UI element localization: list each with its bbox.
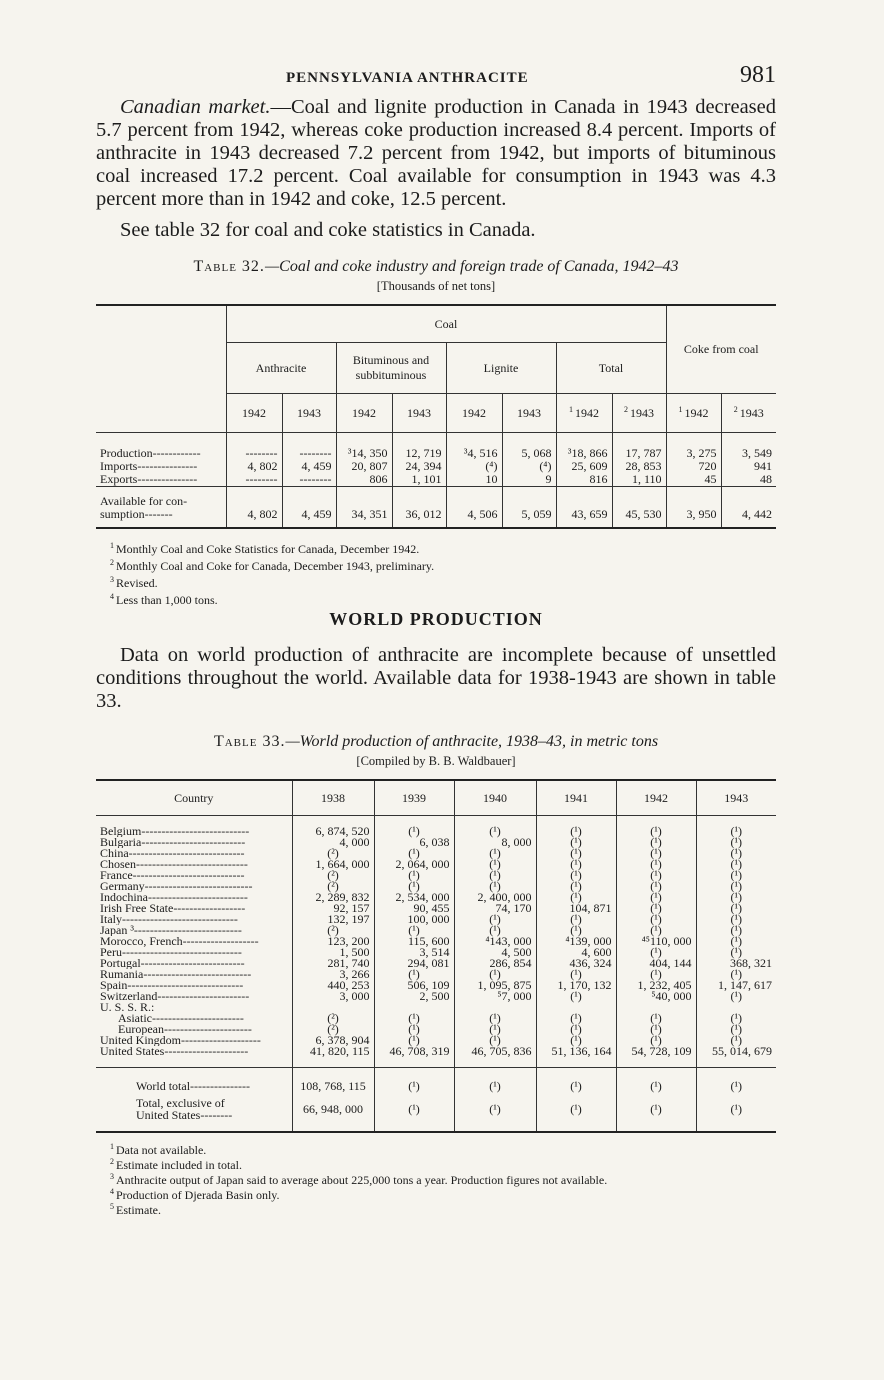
table32-year-header: 1943	[392, 394, 446, 433]
table33-cell: (¹)	[696, 903, 776, 914]
table33-cell: (¹)	[616, 837, 696, 848]
table33-row-label: U. S. S. R.:	[100, 1002, 155, 1013]
table33-cell: (¹)	[536, 859, 616, 870]
table33-cell: (¹)	[454, 870, 536, 881]
table33-cell: (²)	[292, 848, 374, 859]
table33-cell: 46, 705, 836	[454, 1046, 536, 1068]
table33-column-header: 1939	[374, 780, 454, 816]
table33-cell: (¹)	[536, 848, 616, 859]
table32-cell: (⁴)	[502, 460, 556, 473]
page-number: 981	[740, 62, 776, 88]
table33-cell: (¹)	[374, 1024, 454, 1035]
table32-cell: 4, 459	[282, 487, 336, 529]
table32-sub-lignite: Lignite	[446, 343, 556, 394]
table33-cell: (¹)	[536, 1035, 616, 1046]
table33-cell: (¹)	[616, 1068, 696, 1094]
table33-cell: 2, 400, 000	[454, 892, 536, 903]
table33-cell: (¹)	[454, 1013, 536, 1024]
table33-cell: 440, 253	[292, 980, 374, 991]
table33-cell: (¹)	[696, 1093, 776, 1132]
table33-cell: (¹)	[374, 925, 454, 936]
table32-cell: 1, 101	[392, 473, 446, 487]
table33-cell: 2, 534, 000	[374, 892, 454, 903]
table33-cell: 2, 064, 000	[374, 859, 454, 870]
table33-row-label: Peru------------------------------	[100, 947, 242, 958]
table33-cell: 2, 289, 832	[292, 892, 374, 903]
table33-cell: (¹)	[616, 881, 696, 892]
table33	[96, 779, 776, 1133]
table33-row-label: Japan ³---------------------------	[100, 925, 242, 936]
table33-cell: (¹)	[696, 892, 776, 903]
table33-cell: (¹)	[454, 1035, 536, 1046]
table33-cell: 1, 232, 405	[616, 980, 696, 991]
table32-footnote: $^4$ Less than 1,000 tons.	[110, 592, 218, 607]
table33-cell: (¹)	[616, 925, 696, 936]
table33-total-exclusive-label	[96, 1093, 292, 1132]
table33-cell: (¹)	[696, 1013, 776, 1024]
table33-caption	[96, 733, 776, 751]
table32-year-header: $^2$ 1943	[721, 394, 776, 433]
table32-cell: 4, 802	[226, 487, 282, 529]
table33-cell: 281, 740	[292, 958, 374, 969]
table33-cell: (¹)	[454, 881, 536, 892]
table33-row-label: Switzerland-----------------------	[100, 991, 250, 1002]
table33-cell: (¹)	[696, 816, 776, 838]
paragraph-text: —Coal and lignite production in Canada in 1943 decreased 5.7 percent from 1942, whereas coke production increased 8.4 percent. Imports of anthracite in 1943 decreased 7.2 percent from 1942, but imports of bituminous coal increased 17.2 percent. Coal available for consumption in 1943 was 4.3 percent more than in 1942 and coke, 12.5 percent.	[96, 96, 776, 210]
table33-row-label: Rumania---------------------------	[100, 969, 252, 980]
table33-column-header: 1940	[454, 780, 536, 816]
table33-row	[96, 991, 776, 1002]
table33-cell: (¹)	[696, 1068, 776, 1094]
table32-year-header: $^2$ 1943	[612, 394, 666, 433]
table33-cell: (¹)	[454, 1093, 536, 1132]
table32-cell: 12, 719	[392, 447, 446, 460]
table33-cell: 54, 728, 109	[616, 1046, 696, 1068]
table33-cell: (¹)	[696, 870, 776, 881]
table33-row-label: European----------------------	[118, 1024, 252, 1035]
table32-year-header: $^1$ 1942	[666, 394, 721, 433]
table33-row-label: Indochina-------------------------	[100, 892, 248, 903]
table32-cell: 10	[446, 473, 502, 487]
paragraph-table-ref: See table 32 for coal and coke statistics in Canada.	[120, 219, 536, 241]
table33-cell: (¹)	[616, 1024, 696, 1035]
table32-cell: ³14, 350	[336, 447, 392, 460]
table33-cell: (¹)	[696, 859, 776, 870]
table33-row	[96, 1046, 776, 1068]
table33-subtitle: [Compiled by B. B. Waldbauer]	[356, 754, 516, 768]
table33-cell: (¹)	[454, 925, 536, 936]
table32-cell: 4, 442	[721, 487, 776, 529]
table33-cell: (¹)	[696, 914, 776, 925]
table33-header-row	[96, 780, 776, 816]
table32-row-label: Exports---------------	[100, 472, 198, 486]
table33-row-label: United States---------------------	[100, 1046, 249, 1058]
table32-cell: 43, 659	[556, 487, 612, 529]
table33-cell: (¹)	[616, 903, 696, 914]
table33-row	[96, 1002, 776, 1013]
table33-cell: (¹)	[616, 1013, 696, 1024]
table33-cell: 1, 500	[292, 947, 374, 958]
table33-row-label: Spain-----------------------------	[100, 980, 244, 991]
table33-cell: (¹)	[696, 848, 776, 859]
table33-cell: (¹)	[536, 1068, 616, 1094]
table33-cell: (¹)	[374, 870, 454, 881]
table32-group-coal: Coal	[226, 305, 666, 343]
table33-cell: (¹)	[454, 1024, 536, 1035]
table33-cell: 8, 000	[454, 837, 536, 848]
table33-cell: (¹)	[616, 870, 696, 881]
table33-row-label: Portugal--------------------------	[100, 958, 245, 969]
paragraph-canadian-market	[96, 96, 776, 211]
table33-column-header: 1942	[616, 780, 696, 816]
table32-year-header: 1942	[336, 394, 392, 433]
table32-cell: 4, 506	[446, 487, 502, 529]
table33-cell: (¹)	[696, 969, 776, 980]
table33-cell: (¹)	[536, 892, 616, 903]
table33-column-header: 1943	[696, 780, 776, 816]
table33-cell: ⁴143, 000	[454, 936, 536, 947]
table33-footnotes	[110, 1141, 776, 1216]
table32-cell: 24, 394	[392, 460, 446, 473]
table32-cell: 816	[556, 473, 612, 487]
table33-cell: 436, 324	[536, 958, 616, 969]
table33-cell: 368, 321	[696, 958, 776, 969]
table33-cell: 3, 514	[374, 947, 454, 958]
table33-cell: (¹)	[696, 991, 776, 1002]
paragraph-lead: Canadian market.	[120, 96, 271, 118]
table33-title: —World production of anthracite, 1938–43, in metric tons	[285, 733, 659, 750]
table32-footnote: $^3$ Revised.	[110, 575, 158, 590]
table33-cell: (¹)	[454, 816, 536, 838]
table33-cell: (¹)	[536, 870, 616, 881]
table33-cell: 115, 600	[374, 936, 454, 947]
table33-cell: 104, 871	[536, 903, 616, 914]
paragraph-world-production: Data on world production of anthracite are incomplete because of unsettled conditions throughout the world. Available data for 1938-1943 are shown in table 33.	[96, 644, 776, 712]
table33-cell: (²)	[292, 1024, 374, 1035]
table33-cell: (¹)	[374, 1093, 454, 1132]
table32-available-label: Available for con- sumption-------	[96, 487, 226, 529]
table33-footnote: $^4$ Production of Djerada Basin only.	[110, 1187, 280, 1202]
table33-column-header: 1938	[292, 780, 374, 816]
table32-cell: 20, 807	[336, 460, 392, 473]
table33-cell: (¹)	[616, 859, 696, 870]
table33-total-label: World total---------------	[96, 1068, 292, 1094]
table32-cell: 28, 853	[612, 460, 666, 473]
table32-cell: ³4, 516	[446, 447, 502, 460]
table32-header-row-1	[96, 305, 776, 343]
table33-row	[96, 859, 776, 870]
table32-footnote: $^2$ Monthly Coal and Coke for Canada, December 1943, preliminary.	[110, 558, 435, 573]
table33-cell: (¹)	[454, 1068, 536, 1094]
table33-cell: (¹)	[454, 848, 536, 859]
table33-cell: 1, 095, 875	[454, 980, 536, 991]
table33-cell: (¹)	[696, 1024, 776, 1035]
table33-cell: 1, 147, 617	[696, 980, 776, 991]
table32-footnote: $^1$ Monthly Coal and Coke Statistics for Canada, December 1942.	[110, 541, 420, 556]
table32-subtitle: [Thousands of net tons]	[376, 279, 496, 293]
table32-cell: 45, 530	[612, 487, 666, 529]
table33-cell: 6, 378, 904	[292, 1035, 374, 1046]
table32-cell: 17, 787	[612, 447, 666, 460]
table33-cell: (¹)	[536, 991, 616, 1002]
table33-cell: 506, 109	[374, 980, 454, 991]
table32-cell: 36, 012	[392, 487, 446, 529]
table33-cell: (¹)	[536, 816, 616, 838]
table33-row-label: Irish Free State------------------	[100, 903, 246, 914]
table33-cell: (¹)	[374, 1068, 454, 1094]
table32-caption	[96, 258, 776, 276]
table32-year-header: 1943	[502, 394, 556, 433]
table32-year-header: 1942	[446, 394, 502, 433]
table32-cell: 45	[666, 473, 721, 487]
table33-cell: (¹)	[616, 969, 696, 980]
table32-cell: 5, 059	[502, 487, 556, 529]
table33-row-label: Italy-----------------------------	[100, 914, 238, 925]
table33-row-total-exclusive	[96, 1093, 776, 1132]
table33-cell: ⁴139, 000	[536, 936, 616, 947]
table33-cell: (²)	[292, 881, 374, 892]
table33-row-label: France----------------------------	[100, 870, 245, 881]
table33-row	[96, 870, 776, 881]
table33-cell: (¹)	[696, 837, 776, 848]
table32-cell: --------	[226, 473, 282, 487]
table33-cell: (¹)	[536, 1013, 616, 1024]
table33-cell: 286, 854	[454, 958, 536, 969]
table32-cell: 5, 068	[502, 447, 556, 460]
table33-cell: 46, 708, 319	[374, 1046, 454, 1068]
table33-cell: 132, 197	[292, 914, 374, 925]
table32-cell: 3, 549	[721, 447, 776, 460]
table32-cell: (⁴)	[446, 460, 502, 473]
table32-group-coke: Coke from coal	[666, 305, 776, 394]
table33-cell: 123, 200	[292, 936, 374, 947]
table33-cell: (¹)	[616, 947, 696, 958]
table32-stub-header	[96, 305, 226, 433]
table32-sub-bituminous: Bituminous and subbituminous	[336, 343, 446, 394]
table33-footnote: $^5$ Estimate.	[110, 1202, 161, 1217]
table33-row	[96, 958, 776, 969]
table33-row	[96, 816, 776, 838]
table33-cell: 294, 081	[374, 958, 454, 969]
table33-cell: 4, 000	[292, 837, 374, 848]
table32-cell: 48	[721, 473, 776, 487]
table32-sub-anthracite: Anthracite	[226, 343, 336, 394]
table33-row-label: Asiatic-----------------------	[118, 1013, 244, 1024]
table33-cell: 3, 000	[292, 991, 374, 1002]
table33-cell: (¹)	[696, 1035, 776, 1046]
table32-footnotes	[110, 539, 776, 607]
table33-cell: 90, 455	[374, 903, 454, 914]
table33-footnote: $^3$ Anthracite output of Japan said to average about 225,000 tons a year. Production figures not available.	[110, 1172, 608, 1187]
table33-cell: ⁴⁵110, 000	[616, 936, 696, 947]
table33-cell: (¹)	[616, 848, 696, 859]
table32-cell: --------	[226, 447, 282, 460]
table33-cell: (¹)	[616, 892, 696, 903]
table33-footnote: $^1$ Data not available.	[110, 1142, 207, 1157]
table33-row	[96, 1024, 776, 1035]
table33-row-label: Germany---------------------------	[100, 881, 253, 892]
table33-cell: 6, 038	[374, 837, 454, 848]
table33-cell: (¹)	[536, 1093, 616, 1132]
table33-cell: 51, 136, 164	[536, 1046, 616, 1068]
table33-column-header: 1941	[536, 780, 616, 816]
table33-cell: 4, 500	[454, 947, 536, 958]
table32-row	[96, 473, 776, 487]
table33-cell: (¹)	[696, 881, 776, 892]
running-title: PENNSYLVANIA ANTHRACITE	[286, 70, 529, 86]
table33-row	[96, 837, 776, 848]
table32-cell: 3, 275	[666, 447, 721, 460]
table33-cell: ⁵7, 000	[454, 991, 536, 1002]
table32-title: —Coal and coke industry and foreign trade of Canada, 1942–43	[264, 258, 679, 275]
table33-cell: (²)	[292, 870, 374, 881]
table33-cell: (¹)	[536, 914, 616, 925]
table33-cell: (¹)	[374, 1035, 454, 1046]
table32-label: Table 32.	[193, 258, 265, 275]
table33-cell: (¹)	[454, 914, 536, 925]
table33-cell: (¹)	[696, 925, 776, 936]
table32-row-available	[96, 487, 776, 529]
table32-year-header: $^1$ 1942	[556, 394, 612, 433]
table33-cell: (¹)	[374, 848, 454, 859]
table33-cell: (¹)	[536, 925, 616, 936]
table33-cell: 66, 948, 000	[292, 1093, 374, 1132]
table33-cell: 3, 266	[292, 969, 374, 980]
table33-cell: 404, 144	[616, 958, 696, 969]
table32-sub-total: Total	[556, 343, 666, 394]
table33-cell: (¹)	[536, 969, 616, 980]
table33-cell: (¹)	[536, 837, 616, 848]
table33-cell: 41, 820, 115	[292, 1046, 374, 1068]
table33-cell: (¹)	[696, 947, 776, 958]
table33-cell: 4, 600	[536, 947, 616, 958]
table33-cell: 1, 664, 000	[292, 859, 374, 870]
document-page	[96, 62, 776, 1216]
table33-cell: (²)	[292, 925, 374, 936]
table33-footnote: $^2$ Estimate included in total.	[110, 1157, 242, 1172]
table33-cell: (¹)	[616, 1093, 696, 1132]
table33-row-label: Morocco, French-------------------	[100, 936, 259, 947]
running-head	[96, 62, 776, 96]
table33-cell: 55, 014, 679	[696, 1046, 776, 1068]
table33-cell: (¹)	[616, 914, 696, 925]
table32	[96, 304, 776, 529]
table33-row-label: Bulgaria--------------------------	[100, 837, 246, 848]
table33-cell: 1, 170, 132	[536, 980, 616, 991]
table33-row-world-total	[96, 1068, 776, 1094]
table32-cell: 3, 950	[666, 487, 721, 529]
table33-cell: (¹)	[536, 1024, 616, 1035]
table33-cell: (¹)	[696, 936, 776, 947]
table33-cell: 92, 157	[292, 903, 374, 914]
table32-cell: --------	[282, 447, 336, 460]
table33-cell: (¹)	[616, 816, 696, 838]
table32-row-label: Production------------	[100, 446, 201, 460]
table32-cell: 4, 459	[282, 460, 336, 473]
table32-cell: 806	[336, 473, 392, 487]
table32-year-header: 1942	[226, 394, 282, 433]
table32-cell: 1, 110	[612, 473, 666, 487]
table33-column-header: Country	[96, 780, 292, 816]
table33-cell: (¹)	[616, 1035, 696, 1046]
table33-total-exclusive-line1: Total, exclusive of	[136, 1096, 225, 1110]
table32-cell: 720	[666, 460, 721, 473]
table33-cell: (¹)	[454, 859, 536, 870]
table33-row-label: United Kingdom--------------------	[100, 1035, 261, 1046]
table32-cell: 25, 609	[556, 460, 612, 473]
table33-cell: 2, 500	[374, 991, 454, 1002]
table33-cell: (¹)	[374, 816, 454, 838]
table33-cell: (¹)	[454, 969, 536, 980]
table33-row-label: China-----------------------------	[100, 848, 245, 859]
table33-cell: (¹)	[374, 1013, 454, 1024]
table32-year-header: 1943	[282, 394, 336, 433]
table33-row-label: Chosen----------------------------	[100, 859, 248, 870]
table33-cell: 108, 768, 115	[292, 1068, 374, 1094]
table33-cell: ⁵40, 000	[616, 991, 696, 1002]
table33-cell: (¹)	[374, 881, 454, 892]
table33-cell: 100, 000	[374, 914, 454, 925]
table32-cell: ³18, 866	[556, 447, 612, 460]
table32-cell: 4, 802	[226, 460, 282, 473]
table33-cell: (²)	[292, 1013, 374, 1024]
table32-cell: --------	[282, 473, 336, 487]
table32-cell: 941	[721, 460, 776, 473]
section-title-world-production: WORLD PRODUCTION	[329, 609, 543, 629]
table33-cell: 74, 170	[454, 903, 536, 914]
table33-row	[96, 1013, 776, 1024]
table33-row	[96, 914, 776, 925]
table33-row-label: Belgium---------------------------	[100, 824, 250, 837]
table33-cell: 6, 874, 520	[292, 816, 374, 838]
table32-cell: 34, 351	[336, 487, 392, 529]
table32-row-label: Imports---------------	[100, 459, 198, 473]
table33-label: Table 33.	[213, 733, 286, 750]
table33-total-exclusive-line2: United States--------	[136, 1108, 233, 1122]
table33-cell: (¹)	[536, 881, 616, 892]
table32-cell: 9	[502, 473, 556, 487]
table33-cell: (¹)	[374, 969, 454, 980]
